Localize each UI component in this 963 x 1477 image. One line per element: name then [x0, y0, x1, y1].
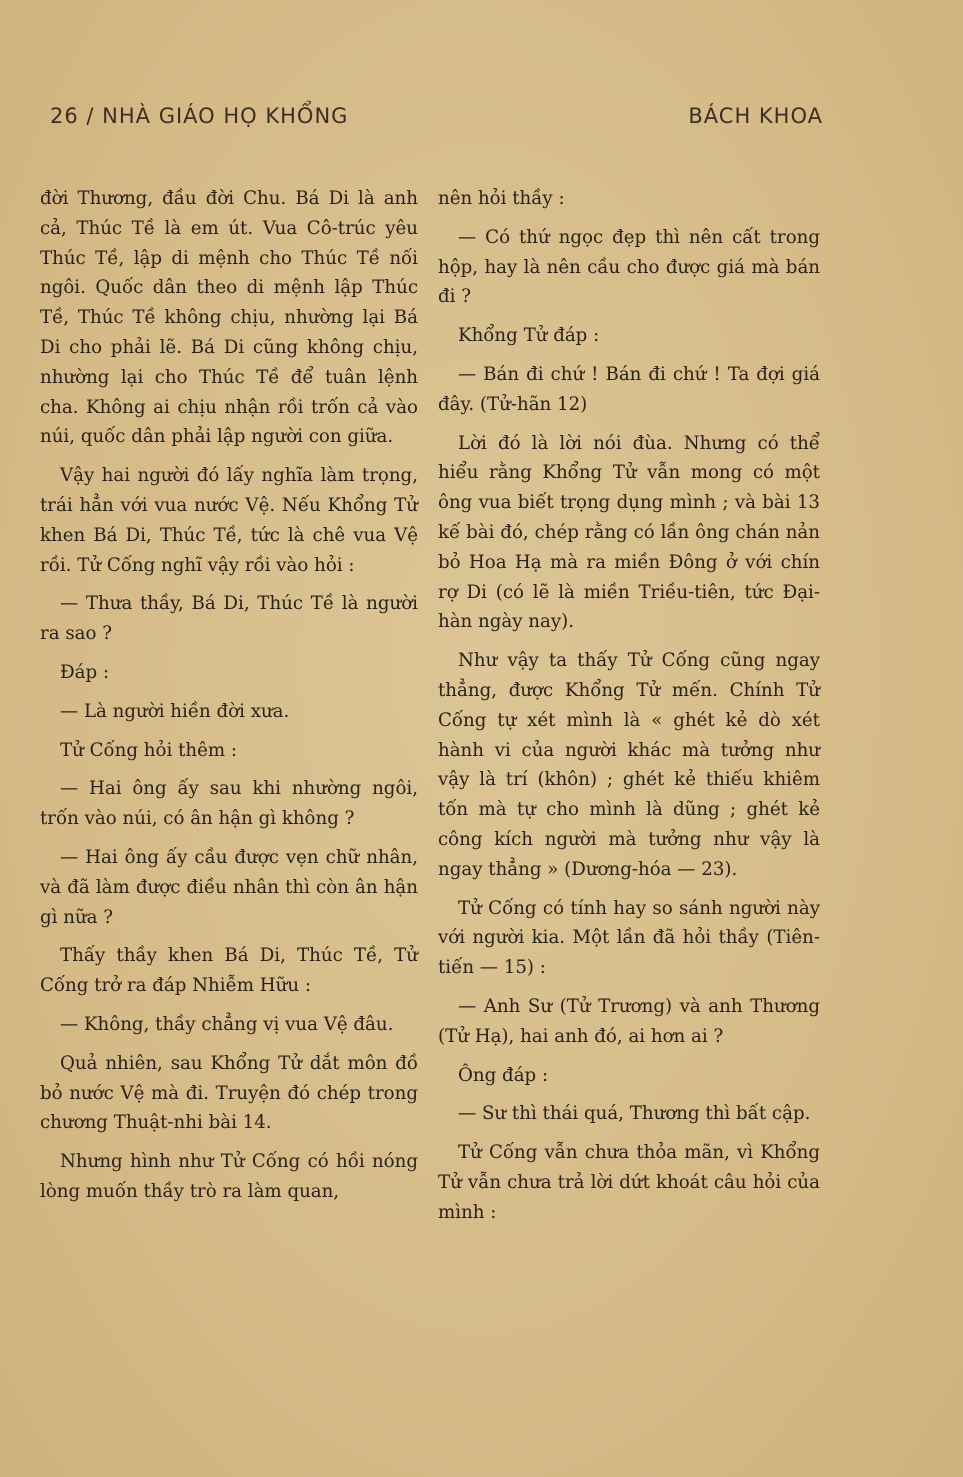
- paragraph: Thấy thầy khen Bá Di, Thúc Tề, Tử Cống trở ra đáp Nhiễm Hữu :: [40, 945, 418, 997]
- paragraph: — Anh Sư (Tử Trương) và anh Thương (Tử Hạ), hai anh đó, ai hơn ai ?: [438, 995, 820, 1047]
- paragraph: — Sư thì thái quá, Thương thì bất cập.: [458, 1103, 811, 1125]
- paragraph: — Bán đi chứ ! Bán đi chứ ! Ta đợi giá đây. (Tử-hãn 12): [438, 363, 820, 415]
- header-left: 26 / NHÀ GIÁO HỌ KHỔNG: [50, 104, 349, 128]
- paragraph: nên hỏi thầy :: [438, 188, 565, 209]
- paragraph: — Là người hiền đời xưa.: [60, 700, 290, 722]
- paragraph: — Hai ông ấy sau khi nhường ngôi, trốn vào núi, có ân hận gì không ?: [40, 778, 418, 830]
- paragraph: — Hai ông ấy cầu được vẹn chữ nhân, và đã làm được điều nhân thì còn ân hận gì nữa ?: [40, 846, 418, 928]
- paragraph: Vậy hai người đó lấy nghĩa làm trọng, trái hẳn với vua nước Vệ. Nếu Khổng Tử khen Bá Di, Thúc Tề, tức là chê vua Vệ rồi. Tử Cống nghĩ vậy rồi vào hỏi :: [40, 465, 418, 576]
- paragraph: Tử Cống hỏi thêm :: [60, 739, 238, 761]
- paragraph: Đáp :: [60, 661, 110, 683]
- right-column: [438, 184, 820, 1374]
- paragraph: đời Thương, đầu đời Chu. Bá Di là anh cả, Thúc Tề là em út. Vua Cô-trúc yêu Thúc Tề, lập di mệnh cho Thúc Tề nối ngôi. Quốc dân theo di mệnh lập Thúc Tề, Thúc Tề không chịu, nhường lại Bá Di cho phải lẽ. Bá Di cũng không chịu, nhường lại cho Thúc Tề để tuân lệnh cha. Không ai chịu nhận rồi trốn cả vào núi, quốc dân phải lập người con giữa.: [40, 188, 418, 448]
- paragraph: Tử Cống vẫn chưa thỏa mãn, vì Khổng Tử vẫn chưa trả lời dứt khoát câu hỏi của mình :: [438, 1142, 820, 1223]
- paragraph: Quả nhiên, sau Khổng Tử dắt môn đồ bỏ nước Vệ mà đi. Truyện đó chép trong chương Thuật-nhi bài 14.: [40, 1052, 418, 1134]
- paragraph: Tử Cống có tính hay so sánh người này với người kia. Một lần đã hỏi thầy (Tiên-tiến — 15) :: [438, 897, 820, 979]
- paragraph: Nhưng hình như Tử Cống có hồi nóng lòng muốn thầy trò ra làm quan,: [40, 1151, 418, 1202]
- paragraph: Lời đó là lời nói đùa. Nhưng có thể hiểu rằng Khổng Tử vẫn mong có một ông vua biết trọng dụng mình ; và bài 13 kế bài đó, chép rằng có lần ông chán nản bỏ Hoa Hạ mà ra miền Đông ở với chín rợ Di (có lẽ là miền Triều-tiên, tức Đại-hàn ngày nay).: [438, 432, 820, 633]
- paragraph: — Không, thầy chẳng vị vua Vệ đâu.: [60, 1013, 394, 1035]
- paragraph: Khổng Tử đáp :: [458, 325, 600, 347]
- paragraph: Ông đáp :: [458, 1064, 549, 1086]
- paragraph: — Thưa thầy, Bá Di, Thúc Tề là người ra sao ?: [40, 593, 418, 645]
- header-right: BÁCH KHOA: [688, 104, 823, 128]
- left-column: [40, 184, 418, 1374]
- paragraph: Như vậy ta thấy Tử Cống cũng ngay thẳng, được Khổng Tử mến. Chính Tử Cống tự xét mình là « ghét kẻ dò xét hành vi của người khác mà tưởng như vậy là trí (khôn) ; ghét kẻ thiếu khiêm tốn mà tự cho mình là dũng ; ghét kẻ công kích người mà tưởng như vậy là ngay thẳng » (Dương-hóa — 23).: [438, 650, 820, 880]
- paragraph: — Có thứ ngọc đẹp thì nên cất trong hộp, hay là nên cầu cho được giá mà bán đi ?: [438, 226, 820, 308]
